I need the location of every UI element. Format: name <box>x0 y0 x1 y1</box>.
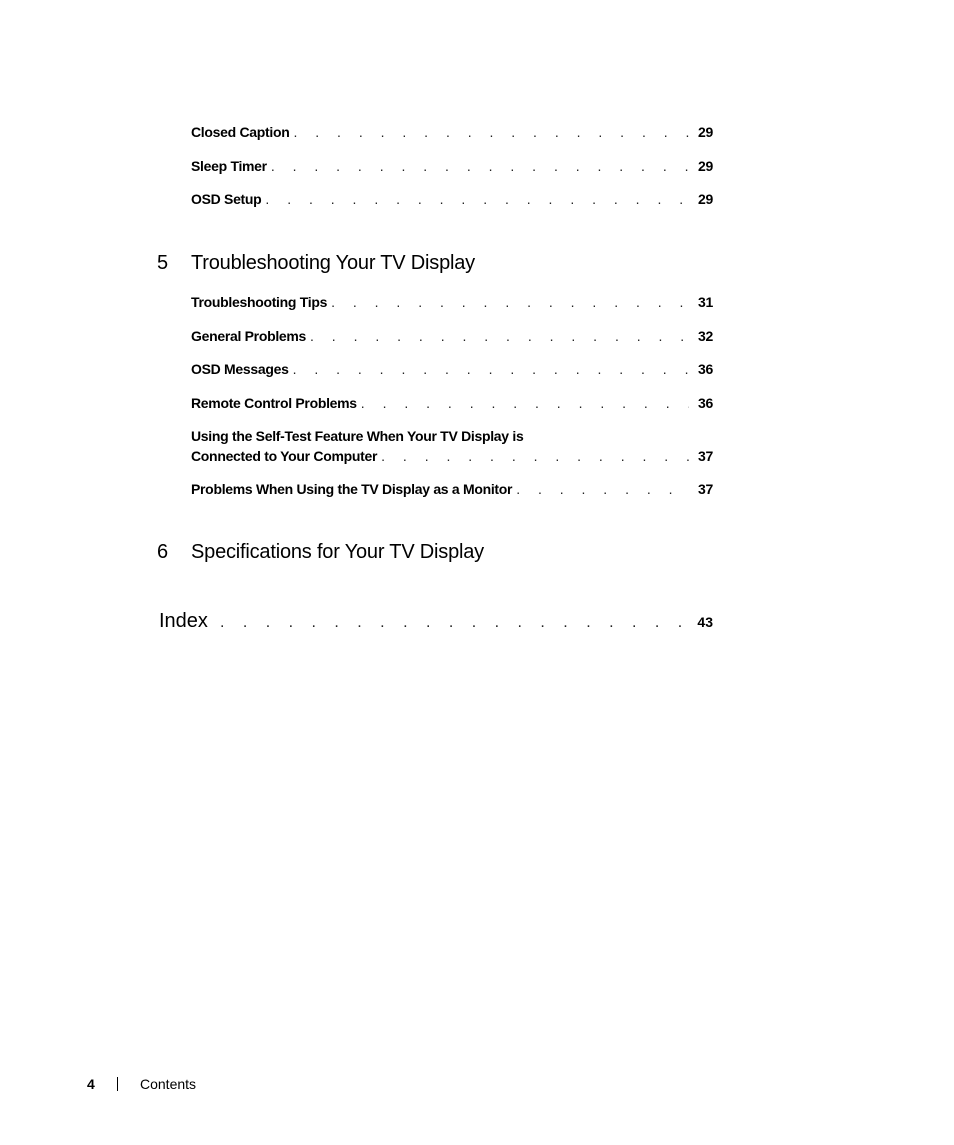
toc-entry-page: 36 <box>698 361 713 377</box>
chapter-number: 6 <box>157 541 168 563</box>
chapter-heading-5[interactable] <box>157 252 475 275</box>
chapter-heading-6[interactable] <box>157 541 484 564</box>
toc-entry[interactable] <box>191 393 713 413</box>
dot-leader <box>516 479 689 499</box>
toc-entry-page: 31 <box>698 294 713 310</box>
toc-entry[interactable] <box>191 359 713 379</box>
toc-entry-label: Problems When Using the TV Display as a Monitor <box>191 481 513 497</box>
toc-entry-label-line1: Using the Self-Test Feature When Your TV Display is <box>191 428 524 444</box>
toc-entry-page: 29 <box>698 191 713 207</box>
toc-entry-page: 32 <box>698 328 713 344</box>
dot-leader <box>265 189 689 209</box>
dot-leader <box>293 359 689 379</box>
toc-entry-label: General Problems <box>191 328 307 344</box>
footer-section-label: Contents <box>140 1076 197 1092</box>
dot-leader <box>293 122 689 142</box>
toc-entry[interactable] <box>191 189 713 209</box>
toc-entry[interactable] <box>191 479 713 499</box>
toc-entry-label: OSD Setup <box>191 191 262 207</box>
toc-entry-page: 29 <box>698 124 713 140</box>
dot-leader <box>361 393 689 413</box>
dot-leader <box>381 446 689 466</box>
index-entry[interactable] <box>159 610 713 633</box>
toc-entry-label: Troubleshooting Tips <box>191 294 328 310</box>
index-page: 43 <box>697 614 713 630</box>
toc-entry[interactable] <box>191 292 713 312</box>
toc-entry[interactable] <box>191 122 713 142</box>
toc-entry[interactable] <box>191 156 713 176</box>
toc-entry[interactable] <box>191 426 713 466</box>
index-label: Index <box>159 610 208 632</box>
toc-entry-page: 36 <box>698 395 713 411</box>
toc-entry-label: Closed Caption <box>191 124 290 140</box>
toc-entry[interactable] <box>191 326 713 346</box>
footer-page-number: 4 <box>87 1076 95 1092</box>
dot-leader <box>271 156 689 176</box>
chapter-number: 5 <box>157 252 168 274</box>
toc-entry-page: 29 <box>698 158 713 174</box>
dot-leader <box>220 614 689 632</box>
toc-entry-label: Connected to Your Computer <box>191 448 378 464</box>
toc-entry-label: Sleep Timer <box>191 158 267 174</box>
toc-entry-label: Remote Control Problems <box>191 395 357 411</box>
chapter-title: Troubleshooting Your TV Display <box>191 252 475 274</box>
toc-entry-page: 37 <box>698 448 713 464</box>
chapter-title: Specifications for Your TV Display <box>191 541 484 563</box>
dot-leader <box>310 326 689 346</box>
toc-entry-page: 37 <box>698 481 713 497</box>
dot-leader <box>331 292 689 312</box>
footer-divider <box>117 1077 118 1091</box>
toc-entry-label: OSD Messages <box>191 361 289 377</box>
page-footer <box>87 1076 196 1092</box>
